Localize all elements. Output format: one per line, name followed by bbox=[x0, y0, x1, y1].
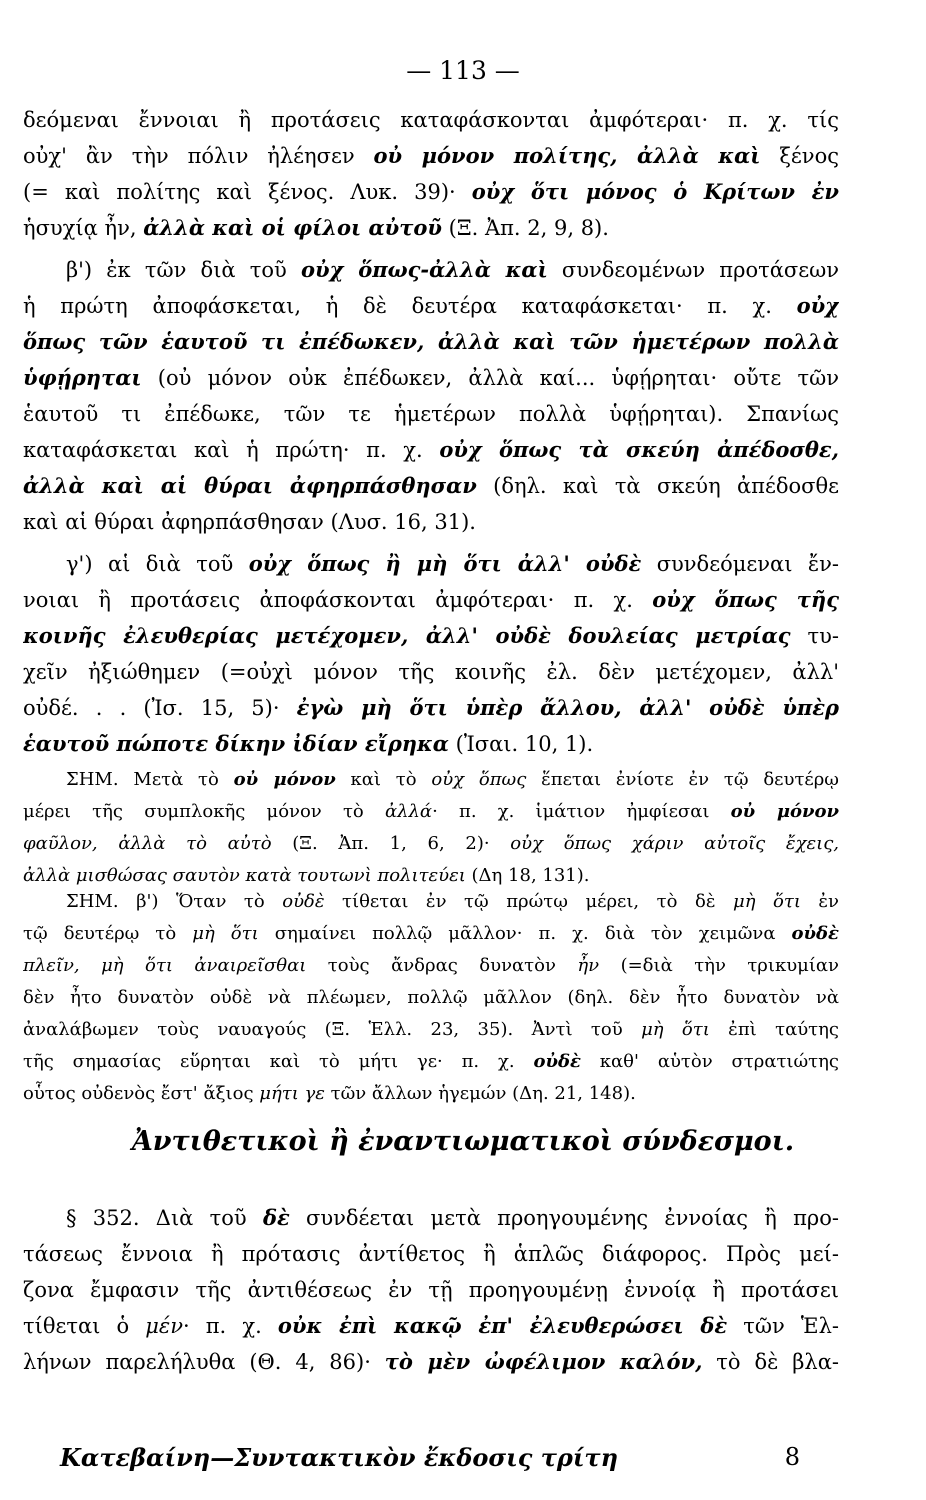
text-segment: καταφάσκεται καὶ ἡ πρώτη· π. χ. bbox=[23, 438, 440, 462]
paragraph-5-line bbox=[23, 982, 839, 1014]
emphasis-text: οὐ μόνον πολίτης, ἀλλὰ καὶ bbox=[373, 143, 761, 168]
text-segment: § 352. Διὰ τοῦ bbox=[66, 1206, 263, 1230]
text-segment: τὸ δὲ βλα- bbox=[702, 1350, 839, 1374]
text-segment: δὲν ἦτο δυνατὸν οὐδὲ νὰ πλέωμεν, πολλῷ μᾶλλον (δηλ. δὲν ἦτο δυνατὸν νὰ bbox=[23, 987, 839, 1008]
paragraph-5-line bbox=[23, 950, 839, 982]
emphasis-text: τὸ μὲν ὠφέλιμον καλόν, bbox=[384, 1349, 703, 1374]
page-number: — 113 — bbox=[406, 56, 520, 85]
paragraph-3-line bbox=[23, 692, 839, 724]
text-segment: καὶ αἱ θύραι ἀφηρπάσθησαν (Λυσ. 16, 31). bbox=[23, 510, 476, 534]
paragraph-5-line bbox=[23, 1078, 839, 1110]
text-segment: τῆς σημασίας εὕρηται καὶ τὸ μήτι γε· π. χ. bbox=[23, 1051, 534, 1072]
text-segment: ἡ πρώτη ἀποφάσκεται, ἡ δὲ δευτέρα καταφάσκεται· π. χ. bbox=[23, 294, 797, 318]
text-segment: τῶν Ἑλ- bbox=[727, 1314, 839, 1338]
emphasis-text: ὅπως τῶν ἑαυτοῦ τι ἐπέδωκεν, ἀλλὰ καὶ τῶν ἡμετέρων πολλὰ bbox=[23, 329, 839, 354]
text-segment: β') ἐκ τῶν διὰ τοῦ bbox=[66, 258, 301, 282]
paragraph-2-line bbox=[23, 506, 839, 538]
text-segment: τίθεται ἐν τῷ πρώτῳ μέρει, τὸ δὲ bbox=[324, 891, 734, 912]
section-line bbox=[23, 1346, 839, 1378]
emphasis-text: ἦν bbox=[577, 955, 600, 976]
emphasis-text: φαῦλον, ἀλλὰ τὸ αὐτὸ bbox=[23, 833, 272, 854]
footer-title: Κατεβαίνη—Συντακτικὸν ἔκδοσις τρίτη bbox=[60, 1443, 619, 1472]
section-line bbox=[23, 1238, 839, 1270]
emphasis-text: οὐδὲ bbox=[791, 923, 839, 944]
text-segment: (Ἰσαι. 10, 1). bbox=[448, 732, 594, 756]
text-segment: (=διὰ τὴν τρικυμίαν bbox=[599, 955, 839, 976]
paragraph-5-line bbox=[23, 1046, 839, 1078]
paragraph-3-line bbox=[23, 656, 839, 688]
text-segment: τυ- bbox=[790, 624, 839, 648]
paragraph-4-line bbox=[23, 828, 839, 860]
text-segment: οὐχ' ἂν τὴν πόλιν ἠλέησεν bbox=[23, 144, 374, 168]
text-segment: ἡσυχίᾳ ἦν, bbox=[23, 216, 144, 240]
text-segment: (Ξ. Ἀπ. 2, 9, 8). bbox=[441, 216, 609, 240]
emphasis-text: ἑαυτοῦ πώποτε δίκην ἰδίαν εἴρηκα bbox=[23, 731, 449, 756]
text-segment: (δηλ. καὶ τὰ σκεύη ἀπέδοσθε bbox=[476, 474, 839, 498]
text-segment: ἀναλάβωμεν τοὺς ναυαγούς (Ξ. Ἑλλ. 23, 35). Ἀντὶ τοῦ bbox=[23, 1019, 642, 1040]
paragraph-3-line bbox=[23, 584, 839, 616]
emphasis-text: ὑφῄρηται bbox=[23, 365, 142, 390]
emphasis-text: οὐχ ὅπως ἢ μὴ ὅτι ἀλλ' οὐδὲ bbox=[248, 551, 642, 576]
emphasis-text: μὴ ὅτι bbox=[641, 1019, 710, 1040]
emphasis-text: μὴ ὅτι bbox=[192, 923, 259, 944]
section-line bbox=[23, 1310, 839, 1342]
text-segment: οὗτος οὐδενὸς ἔστ' ἄξιος bbox=[23, 1083, 260, 1104]
text-segment: ξένος bbox=[760, 144, 839, 168]
paragraph-2-line bbox=[66, 254, 839, 286]
emphasis-text: οὐχ ὅπως τὰ σκεύη ἀπέδοσθε, bbox=[439, 437, 839, 462]
emphasis-text: μέν bbox=[145, 1314, 183, 1338]
paragraph-4-line bbox=[66, 764, 839, 796]
paragraph-4-line bbox=[23, 796, 839, 828]
emphasis-text: οὐδὲ bbox=[533, 1051, 581, 1072]
text-segment: · π. χ. ἱμάτιον ἠμφίεσαι bbox=[432, 801, 731, 822]
paragraph-2-line bbox=[23, 434, 839, 466]
emphasis-text: οὐχ ὅπως τῆς bbox=[652, 587, 839, 612]
text-segment: ἐπὶ ταύτης bbox=[709, 1019, 839, 1040]
section-heading: Ἀντιθετικοὶ ἢ ἐναντιωματικοὶ σύνδεσμοι. bbox=[131, 1126, 795, 1157]
text-segment: τίθεται ὁ bbox=[23, 1314, 146, 1338]
emphasis-text: κοινῆς ἐλευθερίας μετέχομεν, ἀλλ' οὐδὲ δουλείας μετρίας bbox=[23, 623, 791, 648]
emphasis-text: πλεῖν, μὴ ὅτι ἀναιρεῖσθαι bbox=[23, 955, 307, 976]
paragraph-2-line bbox=[23, 290, 839, 322]
paragraph-1-line bbox=[23, 140, 839, 172]
paragraph-1-line bbox=[23, 212, 839, 244]
text-segment: · π. χ. bbox=[182, 1314, 278, 1338]
text-segment: συνδεομένων προτάσεων bbox=[547, 258, 839, 282]
text-segment: καθ' αὑτὸν στρατιώτης bbox=[580, 1051, 839, 1072]
section-line bbox=[66, 1202, 839, 1234]
text-segment: συνδέεται μετὰ προηγουμένης ἐννοίας ἢ προ- bbox=[289, 1206, 839, 1230]
paragraph-2-line bbox=[23, 362, 839, 394]
text-segment: ΣΗΜ. β') Ὅταν τὸ bbox=[66, 891, 283, 912]
text-segment: μέρει τῆς συμπλοκῆς μόνον τὸ bbox=[23, 801, 385, 822]
text-segment: ἕπεται ἐνίοτε ἐν τῷ δευτέρῳ bbox=[526, 769, 839, 790]
paragraph-1-line bbox=[23, 104, 839, 136]
emphasis-text: ἀλλά bbox=[384, 801, 433, 822]
text-segment: νοιαι ἢ προτάσεις ἀποφάσκονται ἀμφότεραι· π. χ. bbox=[23, 588, 653, 612]
emphasis-text: οὐ μόνον bbox=[233, 769, 336, 790]
text-segment: τῶν ἄλλων ἡγεμών (Δη. 21, 148). bbox=[324, 1083, 636, 1104]
emphasis-text: οὐχ bbox=[796, 293, 839, 318]
text-segment: οὐδέ. . . (Ἰσ. 15, 5)· bbox=[23, 696, 297, 720]
emphasis-text: ἀλλὰ μισθώσας σαυτὸν κατὰ τουτωνὶ πολιτεύει bbox=[23, 865, 466, 886]
paragraph-5-line bbox=[23, 1014, 839, 1046]
emphasis-text: ἀλλὰ καὶ οἱ φίλοι αὐτοῦ bbox=[143, 215, 442, 240]
text-segment: ΣΗΜ. Μετὰ τὸ bbox=[66, 769, 234, 790]
text-segment: σημαίνει πολλῷ μᾶλλον· π. χ. διὰ τὸν χειμῶνα bbox=[258, 923, 792, 944]
emphasis-text: οὐχ ὅτι μόνος ὁ Κρίτων ἐν bbox=[471, 179, 839, 204]
text-segment: συνδεόμεναι ἔν- bbox=[641, 552, 839, 576]
signature-mark: 8 bbox=[784, 1443, 800, 1471]
text-segment: (οὐ μόνον οὐκ ἐπέδωκεν, ἀλλὰ καί... ὑφῄρηται· οὔτε τῶν bbox=[141, 366, 839, 390]
emphasis-text: οὐ μόνον bbox=[730, 801, 839, 822]
page-footer bbox=[60, 1443, 800, 1472]
text-segment: γ') αἱ διὰ τοῦ bbox=[66, 552, 249, 576]
text-segment: τῷ δευτέρῳ τὸ bbox=[23, 923, 193, 944]
emphasis-text: μὴ ὅτι bbox=[733, 891, 801, 912]
emphasis-text: οὐχ ὅπως bbox=[431, 769, 527, 790]
paragraph-2-line bbox=[23, 470, 839, 502]
text-segment: (Δη 18, 131). bbox=[465, 865, 590, 886]
text-segment: ἑαυτοῦ τι ἐπέδωκε, τῶν τε ἡμετέρων πολλὰ ὑφῄρηται). Σπανίως bbox=[23, 402, 839, 426]
text-segment: ζονα ἔμφασιν τῆς ἀντιθέσεως ἐν τῇ προηγουμένῃ ἐννοίᾳ ἢ προτάσει bbox=[23, 1278, 839, 1302]
emphasis-text: οὐκ ἐπὶ κακῷ ἐπ' ἐλευθερώσει δὲ bbox=[277, 1313, 728, 1338]
text-segment: ἐν bbox=[800, 891, 839, 912]
paragraph-3-line bbox=[23, 620, 839, 652]
paragraph-3-line bbox=[66, 548, 839, 580]
emphasis-text: οὐδὲ bbox=[282, 891, 325, 912]
paragraph-5-line bbox=[66, 886, 839, 918]
text-segment: καὶ τὸ bbox=[335, 769, 432, 790]
paragraph-2-line bbox=[23, 326, 839, 358]
emphasis-text: οὐχ ὅπως χάριν αὐτοῖς ἔχεις, bbox=[510, 833, 839, 854]
text-segment: (= καὶ πολίτης καὶ ξένος. Λυκ. 39)· bbox=[23, 180, 472, 204]
emphasis-text: δὲ bbox=[262, 1205, 290, 1230]
paragraph-5-line bbox=[23, 918, 839, 950]
emphasis-text: ἐγὼ μὴ ὅτι ὑπὲρ ἄλλου, ἀλλ' οὐδὲ ὑπὲρ bbox=[296, 695, 839, 720]
paragraph-3-line bbox=[23, 728, 839, 760]
emphasis-text: ἀλλὰ καὶ αἱ θύραι ἀφηρπάσθησαν bbox=[23, 473, 477, 498]
section-line bbox=[23, 1274, 839, 1306]
text-segment: (Ξ. Ἀπ. 1, 6, 2)· bbox=[271, 833, 511, 854]
paragraph-1-line bbox=[23, 176, 839, 208]
text-segment: λήνων παρελήλυθα (Θ. 4, 86)· bbox=[23, 1350, 385, 1374]
emphasis-text: οὐχ ὅπως-ἀλλὰ καὶ bbox=[301, 257, 548, 282]
text-segment: τάσεως ἔννοια ἢ πρότασις ἀντίθετος ἢ ἁπλῶς διάφορος. Πρὸς μεί- bbox=[23, 1242, 839, 1266]
paragraph-2-line bbox=[23, 398, 839, 430]
text-segment: χεῖν ἠξιώθημεν (=οὐχὶ μόνον τῆς κοινῆς ἐλ. δὲν μετέχομεν, ἀλλ' bbox=[23, 660, 839, 684]
text-segment: δεόμεναι ἔννοιαι ἢ προτάσεις καταφάσκονται ἀμφότεραι· π. χ. τίς bbox=[23, 108, 839, 132]
text-segment: τοὺς ἄνδρας δυνατὸν bbox=[306, 955, 578, 976]
emphasis-text: μήτι γε bbox=[259, 1083, 325, 1104]
